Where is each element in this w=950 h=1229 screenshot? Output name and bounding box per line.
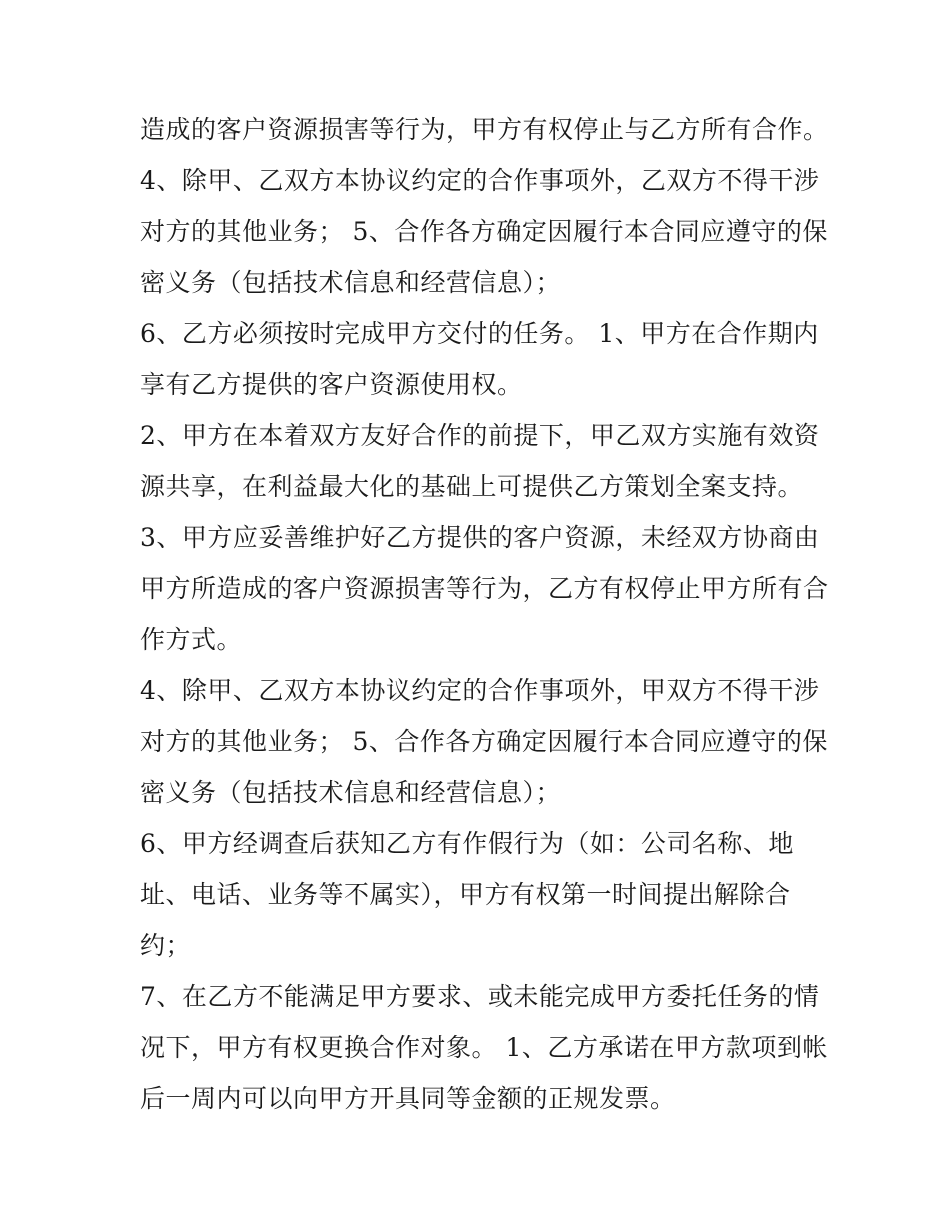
text-line: 3、甲方应妥善维护好乙方提供的客户资源，未经双方协商由 <box>140 523 820 552</box>
text-line: 密义务（包括技术信息和经营信息）； <box>140 778 562 807</box>
text-line: 后一周内可以向甲方开具同等金额的正规发票。 <box>140 1084 676 1113</box>
text-line: 密义务（包括技术信息和经营信息）； <box>140 268 562 297</box>
text-line: 造成的客户资源损害等行为，甲方有权停止与乙方所有合作。 <box>140 115 829 144</box>
text-line: 2、甲方在本着双方友好合作的前提下，甲乙双方实施有效资 <box>140 421 820 450</box>
text-line: 6、乙方必须按时完成甲方交付的任务。 1、甲方在合作期内 <box>140 319 819 348</box>
text-line: 源共享，在利益最大化的基础上可提供乙方策划全案支持。 <box>140 472 804 501</box>
text-line: 对方的其他业务； 5、合作各方确定因履行本合同应遵守的保 <box>140 727 828 756</box>
text-line: 6、甲方经调查后获知乙方有作假行为（如：公司名称、地 <box>140 829 794 858</box>
text-line: 作方式。 <box>140 625 243 654</box>
text-line: 甲方所造成的客户资源损害等行为，乙方有权停止甲方所有合 <box>140 574 829 603</box>
text-line: 享有乙方提供的客户资源使用权。 <box>140 370 523 399</box>
text-line: 4、除甲、乙双方本协议约定的合作事项外，乙双方不得干涉 <box>140 166 820 195</box>
text-line: 况下，甲方有权更换合作对象。 1、乙方承诺在甲方款项到帐 <box>140 1033 828 1062</box>
text-line: 7、在乙方不能满足甲方要求、或未能完成甲方委托任务的情 <box>140 982 820 1011</box>
text-line: 4、除甲、乙双方本协议约定的合作事项外，甲双方不得干涉 <box>140 676 820 705</box>
text-line: 对方的其他业务； 5、合作各方确定因履行本合同应遵守的保 <box>140 217 828 246</box>
text-line: 约； <box>140 931 192 960</box>
text-line: 址、电话、业务等不属实），甲方有权第一时间提出解除合 <box>140 880 791 909</box>
document-body <box>140 104 829 1124</box>
